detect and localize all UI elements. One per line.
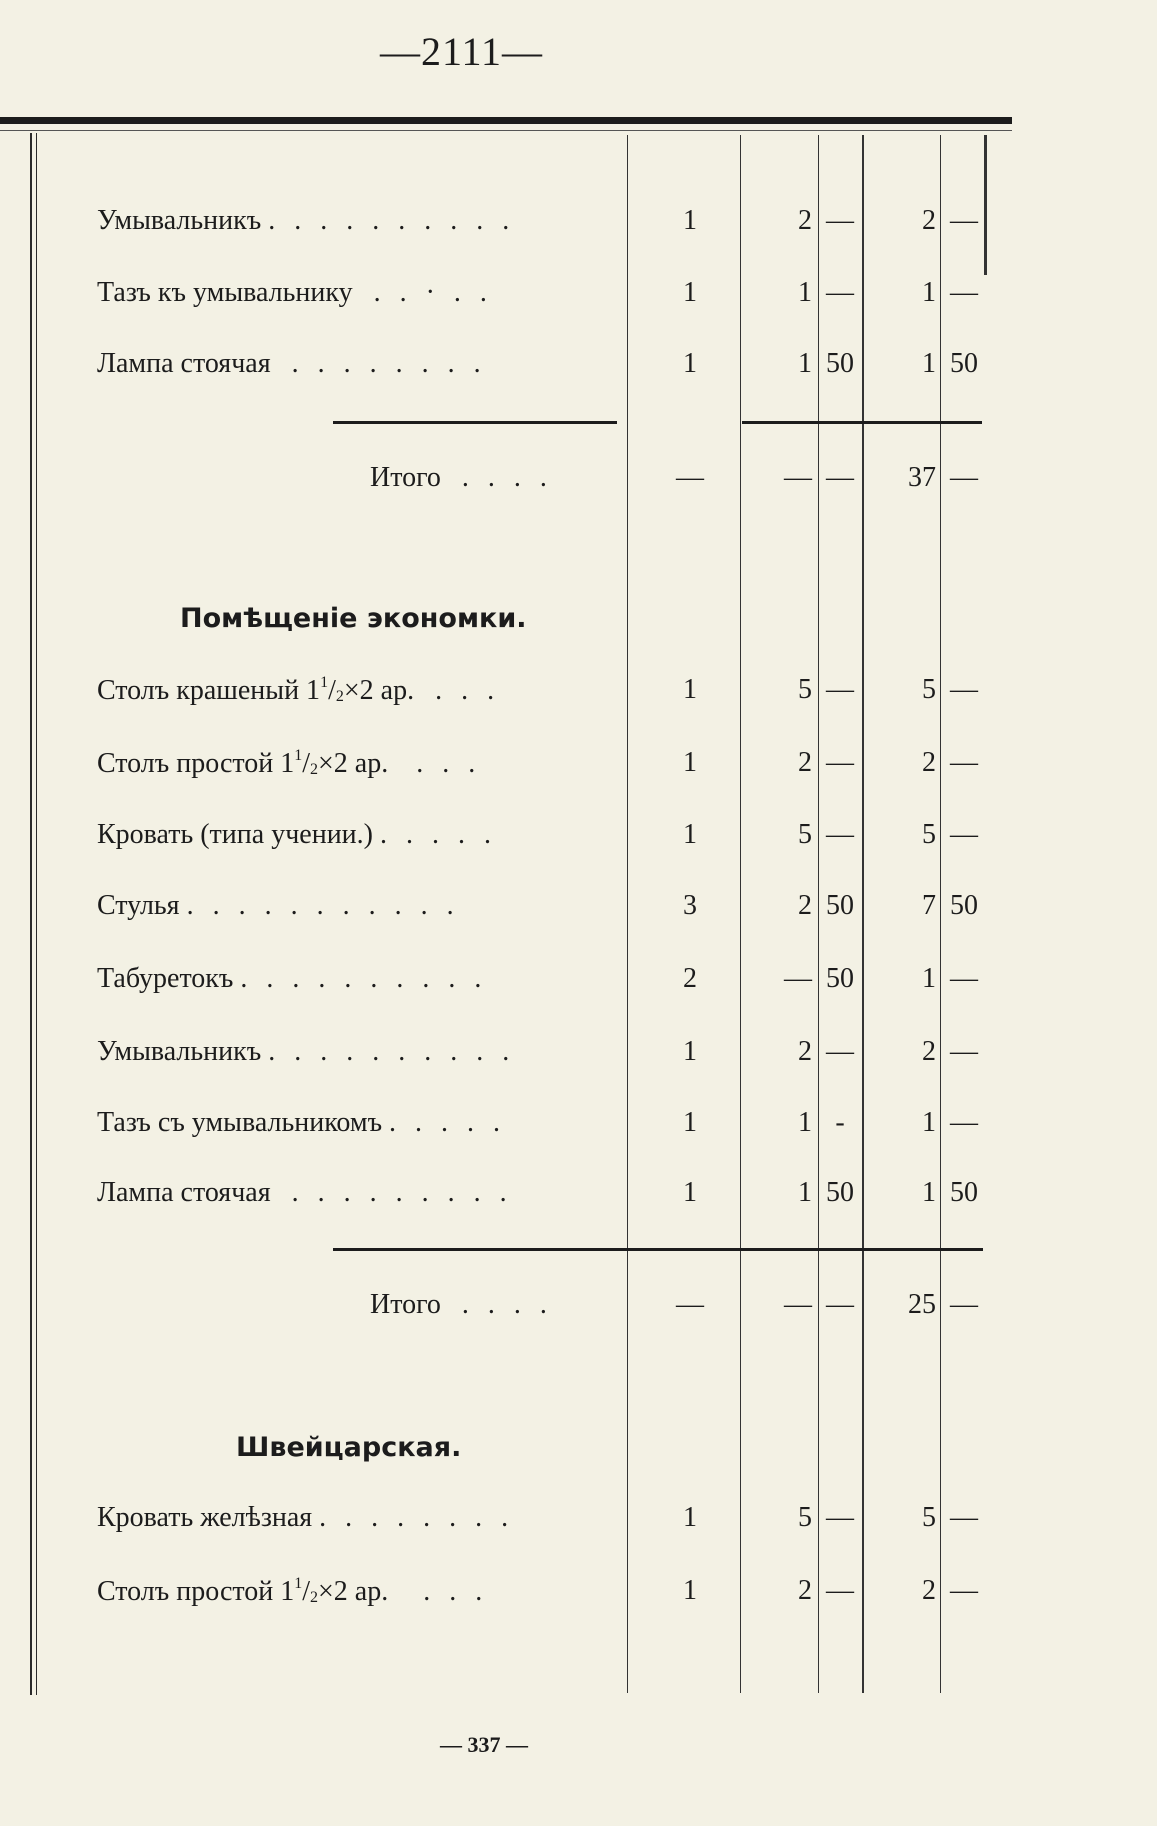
page-number-bottom: — 337 —: [440, 1732, 528, 1757]
item-label: Столъ простой 1: [97, 1576, 295, 1607]
sum-rub-cell: 37: [908, 462, 936, 493]
sum-kop-cell: —: [950, 1107, 978, 1138]
item-label: Табуретокъ: [97, 963, 234, 994]
fraction-slash: /: [302, 1576, 310, 1607]
price-kop-cell: —: [826, 674, 854, 705]
sum-rub-cell: 2: [922, 1036, 936, 1067]
qty-cell: 1: [683, 205, 697, 236]
qty-cell: 1: [683, 1502, 697, 1533]
price-rub-cell: 5: [798, 819, 812, 850]
sum-kop-cell: —: [950, 963, 978, 994]
leader-dots: . . . . . . . . . .: [268, 205, 516, 236]
price-rub-cell: 2: [798, 205, 812, 236]
price-rub-cell: —: [784, 963, 812, 994]
price-rub-cell: 2: [798, 747, 812, 778]
sum-kop-cell: 50: [950, 348, 978, 379]
total-label: Итого: [370, 1289, 441, 1320]
sum-kop-cell: —: [950, 462, 978, 493]
times-sign: ×: [318, 1576, 334, 1607]
leader-dots: . . .: [435, 675, 501, 706]
sum-rub-cell: 1: [922, 277, 936, 308]
table-row: [0, 963, 1000, 1007]
sum-kop-cell: —: [950, 819, 978, 850]
price-kop-cell: —: [826, 1036, 854, 1067]
total-label: Итого: [370, 462, 441, 493]
sum-rub-cell: 5: [922, 674, 936, 705]
item-label-suffix: 2 ар.: [359, 675, 415, 706]
fraction-slash: /: [302, 748, 310, 779]
qty-cell: 1: [683, 747, 697, 778]
fraction-denominator: 2: [335, 688, 344, 705]
qty-cell: 1: [683, 674, 697, 705]
table-row: [0, 1502, 1000, 1546]
sum-rub-cell: 2: [922, 205, 936, 236]
price-kop-cell: —: [826, 747, 854, 778]
table-row: [0, 348, 1000, 392]
subtotal-rule: [333, 421, 617, 424]
section-title: Помѣщеніе экономки.: [180, 603, 527, 634]
price-kop-cell: —: [826, 1575, 854, 1606]
section-title: Швейцарская.: [236, 1432, 462, 1463]
item-label-suffix: 2 ар.: [333, 748, 389, 779]
qty-cell: 1: [683, 1107, 697, 1138]
page-number-top: —2111—: [380, 29, 544, 74]
qty-cell: 2: [683, 963, 697, 994]
sum-rub-cell: 5: [922, 1502, 936, 1533]
leader-dots: . . . . . . . .: [319, 1502, 515, 1533]
leader-dots: . . . . . . . . .: [291, 1177, 513, 1208]
sum-kop-cell: 50: [950, 890, 978, 921]
fraction-numerator: 1: [320, 674, 329, 691]
sum-kop-cell: —: [950, 674, 978, 705]
sum-kop-cell: —: [950, 747, 978, 778]
price-kop-cell: 50: [826, 1177, 854, 1208]
qty-cell: —: [676, 1289, 704, 1320]
sum-kop-cell: 50: [950, 1177, 978, 1208]
price-rub-cell: 5: [798, 674, 812, 705]
price-kop-cell: —: [826, 819, 854, 850]
item-label: Тазъ къ умывальнику: [97, 277, 353, 308]
leader-dots: . . . . .: [379, 819, 497, 850]
times-sign: ×: [318, 748, 334, 779]
leader-dots: . . · . .: [373, 277, 493, 308]
qty-cell: 3: [683, 890, 697, 921]
item-label-suffix: 2 ар.: [333, 1576, 389, 1607]
table-row: [0, 1107, 1000, 1151]
qty-cell: 1: [683, 277, 697, 308]
price-rub-cell: 2: [798, 890, 812, 921]
subtotal-rule: [333, 1248, 983, 1251]
price-kop-cell: —: [826, 1502, 854, 1533]
qty-cell: 1: [683, 1177, 697, 1208]
header-rule-thin: [0, 130, 1012, 131]
price-kop-cell: 50: [826, 890, 854, 921]
fraction-denominator: 2: [310, 761, 318, 778]
item-label: Тазъ съ умывальникомъ: [97, 1107, 383, 1138]
sum-kop-cell: —: [950, 1036, 978, 1067]
fraction-numerator: 1: [294, 747, 303, 764]
item-label: Столъ простой 1: [97, 748, 295, 779]
table-row: [0, 1036, 1000, 1080]
price-rub-cell: 1: [798, 1107, 812, 1138]
price-rub-cell: 1: [798, 277, 812, 308]
table-row: [0, 674, 1000, 718]
times-sign: ×: [343, 675, 360, 706]
table-row: [0, 1575, 1000, 1619]
table-row: [0, 1177, 1000, 1221]
price-kop-cell: —: [826, 277, 854, 308]
sum-rub-cell: 5: [922, 819, 936, 850]
sum-rub-cell: 1: [922, 1177, 936, 1208]
price-rub-cell: 2: [798, 1575, 812, 1606]
price-rub-cell: 1: [798, 348, 812, 379]
sum-kop-cell: —: [950, 1575, 978, 1606]
price-rub-cell: 1: [798, 1177, 812, 1208]
price-kop-cell: 50: [826, 348, 854, 379]
price-rub-cell: —: [784, 1289, 812, 1320]
price-rub-cell: —: [784, 462, 812, 493]
sum-rub-cell: 25: [908, 1289, 936, 1320]
price-rub-cell: 5: [798, 1502, 812, 1533]
table-row: [0, 819, 1000, 863]
leader-dots: . . . . . . . .: [291, 348, 487, 379]
sum-rub-cell: 1: [922, 963, 936, 994]
total-row: [0, 462, 1000, 506]
sum-kop-cell: —: [950, 277, 978, 308]
item-label: Стулья: [97, 890, 180, 921]
sum-rub-cell: 7: [922, 890, 936, 921]
qty-cell: 1: [683, 1036, 697, 1067]
fraction-numerator: 1: [294, 1575, 303, 1592]
table-row: [0, 277, 1000, 321]
table-row: [0, 747, 1000, 791]
table-row: [0, 205, 1000, 249]
sum-rub-cell: 2: [922, 747, 936, 778]
item-label: Кровать желѣзная: [97, 1502, 313, 1533]
leader-dots: . . . .: [461, 462, 553, 493]
sum-rub-cell: 1: [922, 1107, 936, 1138]
sum-rub-cell: 1: [922, 348, 936, 379]
subtotal-rule: [742, 421, 982, 424]
leader-dots: . . . . . . . . . . .: [186, 890, 460, 921]
qty-cell: 1: [683, 348, 697, 379]
price-kop-cell: —: [826, 1289, 854, 1320]
price-rub-cell: 2: [798, 1036, 812, 1067]
sum-rub-cell: 2: [922, 1575, 936, 1606]
item-label: Столъ крашеный 1: [97, 675, 321, 706]
qty-cell: —: [676, 462, 704, 493]
price-kop-cell: 50: [826, 963, 854, 994]
table-row: [0, 890, 1000, 934]
header-rule: [0, 117, 1012, 124]
total-row: [0, 1289, 1000, 1333]
price-kop-cell: —: [826, 462, 854, 493]
item-label: Кровать (типа учении.): [97, 819, 373, 850]
qty-cell: 1: [683, 819, 697, 850]
price-kop-cell: —: [826, 205, 854, 236]
sum-kop-cell: —: [950, 1289, 978, 1320]
sum-kop-cell: —: [950, 1502, 978, 1533]
sum-kop-cell: —: [950, 205, 978, 236]
fraction-slash: /: [328, 675, 336, 706]
item-label: Умывальникъ: [97, 205, 262, 236]
leader-dots: . . . . . . . . . .: [268, 1036, 516, 1067]
item-label: Лампа стоячая: [97, 1177, 271, 1208]
leader-dots: . . . . . . . . . .: [240, 963, 488, 994]
leader-dots: . . . .: [461, 1289, 553, 1320]
qty-cell: 1: [683, 1575, 697, 1606]
item-label: Умывальникъ: [97, 1036, 262, 1067]
price-kop-cell: -: [835, 1107, 845, 1138]
item-label: Лампа стоячая: [97, 348, 271, 379]
leader-dots: . . .: [423, 1576, 489, 1607]
fraction-denominator: 2: [310, 1589, 318, 1606]
leader-dots: . . .: [416, 748, 482, 779]
leader-dots: . . . . .: [389, 1107, 507, 1138]
